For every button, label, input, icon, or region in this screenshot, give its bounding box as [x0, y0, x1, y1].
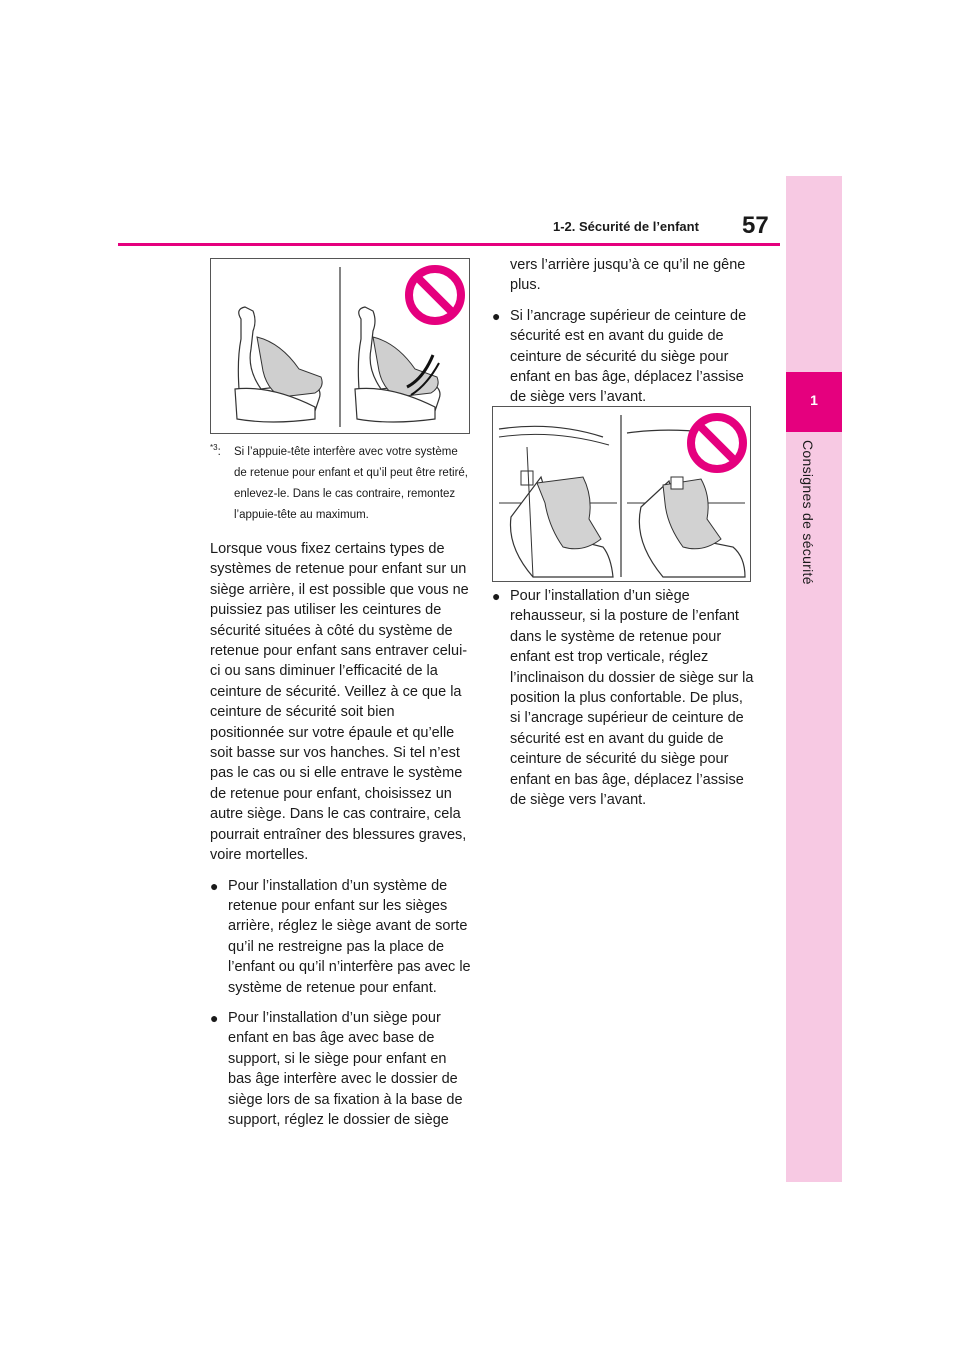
figure-seat-headrest	[210, 258, 470, 434]
chapter-label: Consignes de sécurité	[800, 440, 816, 585]
chapter-number: 1	[810, 392, 818, 408]
prohibited-icon	[691, 417, 743, 469]
body-paragraph: Lorsque vous fixez certains types de systèmes de retenue pour enfant sur un siège arrière, il est possible que vous ne puissiez pas utiliser les ceintures de sécurité situées à côté du système de retenue pour enfant sans entraver celui-ci ou sans diminuer l’efficacité de la ceinture de sécurité. Veillez à ce que la ceinture de sécurité soit bien positionnée sur votre épaule et qu’elle soit basse sur vos hanches. Si tel n’est pas le cas ou si elle entrave le système de retenue pour enfant, choisissez un autre siège. Dans le cas contraire, cela pourrait entraîner des blessures graves, voire mortelles.	[210, 541, 469, 864]
continuation-text: vers l’arrière jusqu’à ce qu’il ne gêne plus.	[510, 257, 746, 294]
bullet-glyph: ●	[492, 588, 501, 604]
footnote-marker: $^{*3}$:	[210, 443, 221, 458]
list-item: ● Pour l’installation d’un système de retenue pour enfant sur les sièges arrière, réglez le siège avant de sorte qu’il ne restreigne pas la place de l’enfant ou qu’il n’interfère pas avec le système de retenue pour enfant.	[210, 877, 471, 996]
list-item: ● Pour l’installation d’un siège pour enfant en bas âge avec base de support, si le siège pour enfant en bas âge interfère avec le dossier de siège lors de sa fixation à la base de support, réglez le dossier de siège	[210, 1009, 463, 1128]
booster-illustration	[493, 407, 750, 581]
bullet-glyph: ●	[210, 1009, 219, 1026]
right-column-top	[492, 255, 754, 418]
header-rule	[118, 243, 780, 246]
footnote-text: Si l’appuie-tête interfère avec votre système de retenue pour enfant et qu’il peut être retiré, enlevez-le. Dans le cas contraire, remontez l’appuie-tête au maximum.	[234, 445, 468, 521]
page-number: 57	[742, 212, 769, 239]
left-column	[210, 539, 472, 1140]
seat-illustration	[211, 259, 469, 433]
bullet-glyph: ●	[210, 877, 219, 894]
footnote	[210, 437, 470, 526]
figure-booster-seat	[492, 406, 751, 582]
list-item: ● Si l’ancrage supérieur de ceinture de sécurité est en avant du guide de ceinture de sécurité du siège pour enfant en bas âge, déplacez l’assise de siège vers l’avant.	[492, 307, 747, 406]
right-column-bottom	[492, 586, 754, 820]
bullet-glyph: ●	[492, 307, 501, 324]
prohibited-icon	[409, 269, 461, 321]
section-title: 1-2. Sécurité de l’enfant	[553, 219, 699, 234]
list-item: ● Pour l’installation d’un siège rehausseur, si la posture de l’enfant dans le système de retenue pour enfant est trop verticale, réglez l’inclinaison du dossier de siège sur la position la plus confortable. De plus, si l’ancrage supérieur de ceinture de sécurité est en avant du guide de ceinture de sécurité du siège pour enfant en bas âge, déplacez l’assise de siège vers l’avant.	[492, 588, 754, 809]
chapter-side-strip	[786, 176, 842, 1182]
